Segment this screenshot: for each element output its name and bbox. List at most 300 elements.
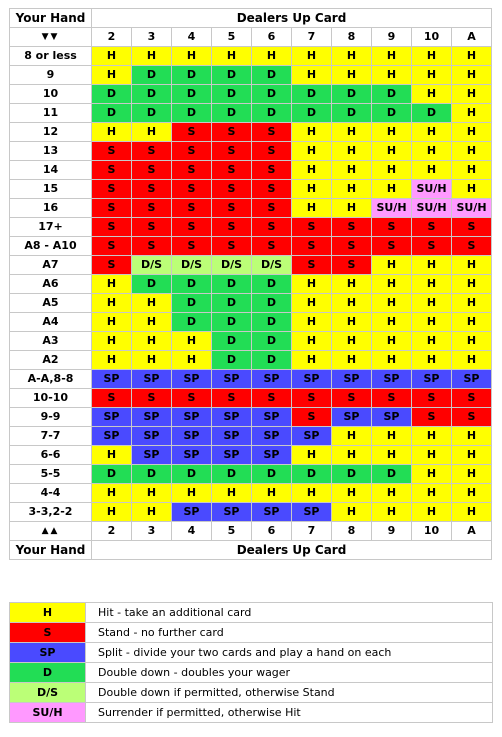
hand-label: 4-4 bbox=[10, 484, 92, 503]
legend-row-s bbox=[10, 623, 493, 643]
dealer-card-row-top bbox=[10, 28, 492, 47]
action-cell: S bbox=[252, 161, 292, 180]
legend-description: Surrender if permitted, otherwise Hit bbox=[86, 703, 493, 723]
legend-swatch: SP bbox=[10, 643, 86, 663]
action-cell: S bbox=[212, 161, 252, 180]
hand-row-8-or-less bbox=[10, 47, 492, 66]
action-cell: D bbox=[252, 294, 292, 313]
action-cell: H bbox=[372, 142, 412, 161]
action-cell: H bbox=[292, 161, 332, 180]
dealer-card-2: 2 bbox=[92, 522, 132, 541]
action-cell: D bbox=[132, 465, 172, 484]
action-cell: S bbox=[172, 389, 212, 408]
action-cell: H bbox=[372, 332, 412, 351]
action-cell: S bbox=[92, 389, 132, 408]
action-cell: H bbox=[292, 47, 332, 66]
hand-label: 9 bbox=[10, 66, 92, 85]
action-cell: D bbox=[252, 275, 292, 294]
hand-row-a6 bbox=[10, 275, 492, 294]
action-cell: H bbox=[292, 446, 332, 465]
legend-description: Double down if permitted, otherwise Stand bbox=[86, 683, 493, 703]
hand-label: A8 - A10 bbox=[10, 237, 92, 256]
action-cell: H bbox=[452, 47, 492, 66]
action-cell: SU/H bbox=[452, 199, 492, 218]
action-cell: D bbox=[92, 465, 132, 484]
dealer-card-9: 9 bbox=[372, 522, 412, 541]
action-cell: SP bbox=[372, 408, 412, 427]
action-cell: H bbox=[372, 256, 412, 275]
action-cell: H bbox=[412, 161, 452, 180]
action-cell: H bbox=[132, 503, 172, 522]
action-cell: H bbox=[132, 313, 172, 332]
action-cell: H bbox=[332, 123, 372, 142]
header-row-bottom bbox=[10, 541, 492, 560]
action-cell: D bbox=[172, 104, 212, 123]
action-cell: H bbox=[412, 85, 452, 104]
action-cell: S bbox=[252, 218, 292, 237]
action-cell: H bbox=[292, 142, 332, 161]
arrows-down-icon: ▼▼ bbox=[10, 28, 92, 47]
action-cell: SP bbox=[92, 427, 132, 446]
action-cell: H bbox=[132, 47, 172, 66]
action-cell: S bbox=[292, 408, 332, 427]
hand-row-13 bbox=[10, 142, 492, 161]
hand-row-a4 bbox=[10, 313, 492, 332]
action-cell: D bbox=[92, 104, 132, 123]
action-cell: S bbox=[132, 161, 172, 180]
legend-row-h bbox=[10, 603, 493, 623]
action-cell: D bbox=[92, 85, 132, 104]
action-cell: S bbox=[172, 218, 212, 237]
action-cell: SP bbox=[172, 427, 212, 446]
action-cell: S bbox=[412, 237, 452, 256]
action-cell: D bbox=[372, 85, 412, 104]
action-cell: S bbox=[332, 218, 372, 237]
hand-label: 16 bbox=[10, 199, 92, 218]
action-cell: S bbox=[172, 180, 212, 199]
action-cell: H bbox=[292, 313, 332, 332]
dealer-card-6: 6 bbox=[252, 28, 292, 47]
action-cell: H bbox=[212, 484, 252, 503]
action-cell: H bbox=[412, 47, 452, 66]
action-cell: S bbox=[372, 389, 412, 408]
hand-row-12 bbox=[10, 123, 492, 142]
action-cell: S bbox=[92, 180, 132, 199]
action-cell: H bbox=[452, 351, 492, 370]
action-cell: S bbox=[212, 199, 252, 218]
action-cell: SP bbox=[212, 503, 252, 522]
action-cell: H bbox=[452, 275, 492, 294]
action-cell: H bbox=[372, 66, 412, 85]
dealer-card-row-bottom bbox=[10, 522, 492, 541]
action-cell: SP bbox=[332, 408, 372, 427]
hand-label: 10 bbox=[10, 85, 92, 104]
action-cell: H bbox=[332, 294, 372, 313]
action-cell: H bbox=[372, 180, 412, 199]
hand-label: A6 bbox=[10, 275, 92, 294]
action-cell: D bbox=[172, 294, 212, 313]
action-cell: H bbox=[412, 123, 452, 142]
action-cell: H bbox=[172, 332, 212, 351]
action-cell: H bbox=[92, 484, 132, 503]
action-cell: S bbox=[412, 389, 452, 408]
action-cell: D bbox=[172, 275, 212, 294]
action-cell: H bbox=[292, 123, 332, 142]
action-cell: H bbox=[292, 66, 332, 85]
action-cell: S bbox=[92, 256, 132, 275]
action-cell: D bbox=[172, 313, 212, 332]
hand-label: 10-10 bbox=[10, 389, 92, 408]
action-cell: S bbox=[92, 142, 132, 161]
action-cell: S bbox=[452, 218, 492, 237]
hand-row-10 bbox=[10, 85, 492, 104]
action-cell: SU/H bbox=[372, 199, 412, 218]
action-cell: SP bbox=[372, 370, 412, 389]
dealer-card-8: 8 bbox=[332, 522, 372, 541]
action-cell: H bbox=[92, 446, 132, 465]
action-cell: H bbox=[372, 161, 412, 180]
action-cell: H bbox=[372, 351, 412, 370]
action-cell: H bbox=[332, 142, 372, 161]
action-cell: SP bbox=[252, 408, 292, 427]
action-cell: H bbox=[452, 142, 492, 161]
action-cell: S bbox=[372, 218, 412, 237]
action-cell: S bbox=[212, 237, 252, 256]
action-cell: S bbox=[212, 218, 252, 237]
action-cell: SP bbox=[332, 370, 372, 389]
action-cell: H bbox=[332, 427, 372, 446]
action-cell: S bbox=[172, 199, 212, 218]
action-cell: D bbox=[292, 104, 332, 123]
action-cell: H bbox=[332, 332, 372, 351]
action-cell: SP bbox=[212, 408, 252, 427]
action-cell: H bbox=[452, 465, 492, 484]
action-cell: D bbox=[252, 313, 292, 332]
action-cell: S bbox=[132, 142, 172, 161]
action-cell: H bbox=[332, 446, 372, 465]
legend-description: Split - divide your two cards and play a hand on each bbox=[86, 643, 493, 663]
action-cell: S bbox=[252, 180, 292, 199]
dealer-card-3: 3 bbox=[132, 28, 172, 47]
action-cell: D bbox=[132, 104, 172, 123]
hand-label: 15 bbox=[10, 180, 92, 199]
hand-row-14 bbox=[10, 161, 492, 180]
hand-label: 9-9 bbox=[10, 408, 92, 427]
action-cell: H bbox=[372, 123, 412, 142]
action-cell: D bbox=[212, 351, 252, 370]
action-cell: S bbox=[172, 237, 212, 256]
action-cell: SP bbox=[252, 446, 292, 465]
action-cell: SP bbox=[92, 370, 132, 389]
action-cell: D bbox=[172, 465, 212, 484]
action-cell: S bbox=[332, 256, 372, 275]
dealer-card-8: 8 bbox=[332, 28, 372, 47]
action-cell: H bbox=[92, 123, 132, 142]
hand-row-a-a-8-8 bbox=[10, 370, 492, 389]
action-cell: H bbox=[452, 427, 492, 446]
action-cell: D bbox=[372, 465, 412, 484]
action-cell: SP bbox=[132, 370, 172, 389]
action-cell: H bbox=[332, 199, 372, 218]
action-cell: D bbox=[292, 85, 332, 104]
action-cell: H bbox=[92, 313, 132, 332]
action-cell: SP bbox=[172, 370, 212, 389]
hand-row-9-9 bbox=[10, 408, 492, 427]
action-cell: D bbox=[252, 104, 292, 123]
action-cell: D bbox=[132, 275, 172, 294]
action-cell: H bbox=[452, 180, 492, 199]
action-cell: SU/H bbox=[412, 180, 452, 199]
hand-row-a8-a10 bbox=[10, 237, 492, 256]
action-cell: SP bbox=[412, 370, 452, 389]
action-cell: D bbox=[252, 85, 292, 104]
action-cell: H bbox=[172, 47, 212, 66]
action-cell: D/S bbox=[212, 256, 252, 275]
action-cell: S bbox=[212, 389, 252, 408]
legend-swatch: H bbox=[10, 603, 86, 623]
action-cell: H bbox=[412, 66, 452, 85]
legend-description: Double down - doubles your wager bbox=[86, 663, 493, 683]
action-cell: S bbox=[212, 180, 252, 199]
action-cell: H bbox=[172, 351, 212, 370]
legend-description: Hit - take an additional card bbox=[86, 603, 493, 623]
action-cell: S bbox=[92, 237, 132, 256]
legend-body bbox=[10, 603, 493, 723]
hand-row-3-3-2-2 bbox=[10, 503, 492, 522]
action-cell: H bbox=[452, 104, 492, 123]
hand-row-5-5 bbox=[10, 465, 492, 484]
dealer-card-5: 5 bbox=[212, 522, 252, 541]
action-cell: H bbox=[452, 313, 492, 332]
your-hand-header: Your Hand bbox=[10, 9, 92, 28]
action-cell: H bbox=[292, 199, 332, 218]
hand-row-11 bbox=[10, 104, 492, 123]
action-cell: H bbox=[372, 313, 412, 332]
action-cell: SP bbox=[292, 427, 332, 446]
action-cell: H bbox=[252, 47, 292, 66]
hand-label: A-A,8-8 bbox=[10, 370, 92, 389]
action-cell: SP bbox=[292, 503, 332, 522]
action-cell: SP bbox=[172, 408, 212, 427]
action-cell: S bbox=[452, 408, 492, 427]
action-cell: SU/H bbox=[412, 199, 452, 218]
hand-label: 5-5 bbox=[10, 465, 92, 484]
action-cell: S bbox=[252, 389, 292, 408]
hand-row-10-10 bbox=[10, 389, 492, 408]
action-cell: H bbox=[372, 446, 412, 465]
action-cell: D bbox=[332, 104, 372, 123]
legend-row-d bbox=[10, 663, 493, 683]
action-cell: H bbox=[452, 503, 492, 522]
hand-label: A3 bbox=[10, 332, 92, 351]
hand-row-17 bbox=[10, 218, 492, 237]
action-cell: H bbox=[412, 332, 452, 351]
action-cell: S bbox=[132, 237, 172, 256]
action-cell: S bbox=[412, 408, 452, 427]
action-cell: D bbox=[252, 332, 292, 351]
hand-row-4-4 bbox=[10, 484, 492, 503]
action-cell: S bbox=[332, 237, 372, 256]
action-cell: SP bbox=[172, 446, 212, 465]
header-row-top bbox=[10, 9, 492, 28]
action-cell: D bbox=[212, 275, 252, 294]
action-cell: H bbox=[292, 332, 332, 351]
hand-label: A7 bbox=[10, 256, 92, 275]
action-cell: D bbox=[332, 465, 372, 484]
action-cell: H bbox=[412, 313, 452, 332]
action-cell: H bbox=[412, 446, 452, 465]
action-cell: H bbox=[292, 180, 332, 199]
hand-row-6-6 bbox=[10, 446, 492, 465]
action-cell: H bbox=[172, 484, 212, 503]
action-cell: H bbox=[452, 161, 492, 180]
action-cell: S bbox=[92, 199, 132, 218]
action-cell: D bbox=[172, 85, 212, 104]
dealer-up-card-header: Dealers Up Card bbox=[92, 9, 492, 28]
action-cell: S bbox=[292, 237, 332, 256]
action-cell: S bbox=[172, 142, 212, 161]
legend-row-sp bbox=[10, 643, 493, 663]
dealer-card-5: 5 bbox=[212, 28, 252, 47]
hand-label: 3-3,2-2 bbox=[10, 503, 92, 522]
dealer-card-7: 7 bbox=[292, 28, 332, 47]
arrows-up-icon: ▲▲ bbox=[10, 522, 92, 541]
action-cell: D bbox=[252, 351, 292, 370]
action-cell: S bbox=[412, 218, 452, 237]
action-cell: H bbox=[92, 503, 132, 522]
action-cell: S bbox=[292, 256, 332, 275]
action-cell: H bbox=[92, 351, 132, 370]
hand-label: 11 bbox=[10, 104, 92, 123]
action-cell: SP bbox=[252, 370, 292, 389]
hand-label: 17+ bbox=[10, 218, 92, 237]
action-cell: S bbox=[452, 237, 492, 256]
action-cell: H bbox=[412, 256, 452, 275]
action-cell: S bbox=[212, 142, 252, 161]
hand-label: 8 or less bbox=[10, 47, 92, 66]
action-cell: S bbox=[252, 123, 292, 142]
action-cell: H bbox=[452, 484, 492, 503]
hand-label: A5 bbox=[10, 294, 92, 313]
dealer-card-4: 4 bbox=[172, 28, 212, 47]
action-cell: H bbox=[132, 332, 172, 351]
action-cell: SP bbox=[252, 503, 292, 522]
action-cell: H bbox=[332, 275, 372, 294]
action-cell: SP bbox=[212, 446, 252, 465]
action-cell: D bbox=[332, 85, 372, 104]
action-cell: H bbox=[92, 294, 132, 313]
action-cell: S bbox=[252, 199, 292, 218]
action-cell: SP bbox=[92, 408, 132, 427]
action-cell: H bbox=[332, 180, 372, 199]
action-cell: S bbox=[252, 142, 292, 161]
hand-row-a7 bbox=[10, 256, 492, 275]
legend-swatch: D/S bbox=[10, 683, 86, 703]
action-cell: D bbox=[172, 66, 212, 85]
dealer-card-10: 10 bbox=[412, 522, 452, 541]
action-cell: D bbox=[132, 85, 172, 104]
action-cell: H bbox=[412, 484, 452, 503]
hand-label: 7-7 bbox=[10, 427, 92, 446]
action-cell: H bbox=[332, 503, 372, 522]
action-cell: SP bbox=[212, 370, 252, 389]
dealer-card-a: A bbox=[452, 28, 492, 47]
action-cell: S bbox=[132, 218, 172, 237]
action-cell: S bbox=[132, 180, 172, 199]
action-cell: H bbox=[412, 427, 452, 446]
action-cell: H bbox=[332, 161, 372, 180]
legend-swatch: S bbox=[10, 623, 86, 643]
action-cell: H bbox=[372, 427, 412, 446]
action-cell: H bbox=[132, 123, 172, 142]
action-cell: H bbox=[452, 256, 492, 275]
hand-label: 13 bbox=[10, 142, 92, 161]
hand-label: 6-6 bbox=[10, 446, 92, 465]
action-cell: H bbox=[412, 351, 452, 370]
hand-row-7-7 bbox=[10, 427, 492, 446]
action-cell: D bbox=[132, 66, 172, 85]
action-cell: H bbox=[372, 503, 412, 522]
dealer-card-7: 7 bbox=[292, 522, 332, 541]
strategy-chart-body bbox=[10, 9, 492, 560]
action-cell: S bbox=[92, 218, 132, 237]
action-cell: SP bbox=[252, 427, 292, 446]
action-cell: D bbox=[212, 66, 252, 85]
action-cell: H bbox=[132, 351, 172, 370]
action-cell: D bbox=[212, 85, 252, 104]
action-cell: H bbox=[452, 294, 492, 313]
action-cell: S bbox=[132, 199, 172, 218]
legend-row-d-s bbox=[10, 683, 493, 703]
dealer-card-4: 4 bbox=[172, 522, 212, 541]
hand-row-15 bbox=[10, 180, 492, 199]
action-cell: S bbox=[372, 237, 412, 256]
action-cell: H bbox=[332, 313, 372, 332]
action-cell: D bbox=[212, 332, 252, 351]
dealer-card-2: 2 bbox=[92, 28, 132, 47]
action-cell: S bbox=[212, 123, 252, 142]
hand-label: 12 bbox=[10, 123, 92, 142]
action-cell: D bbox=[212, 104, 252, 123]
action-cell: D bbox=[292, 465, 332, 484]
action-cell: H bbox=[412, 465, 452, 484]
action-cell: D bbox=[212, 313, 252, 332]
action-cell: D bbox=[252, 66, 292, 85]
action-cell: D bbox=[212, 294, 252, 313]
action-cell: SP bbox=[292, 370, 332, 389]
hand-row-a2 bbox=[10, 351, 492, 370]
action-cell: D/S bbox=[252, 256, 292, 275]
dealer-card-10: 10 bbox=[412, 28, 452, 47]
action-cell: H bbox=[132, 484, 172, 503]
action-cell: H bbox=[92, 47, 132, 66]
action-cell: D/S bbox=[172, 256, 212, 275]
action-cell: H bbox=[92, 332, 132, 351]
action-cell: D bbox=[412, 104, 452, 123]
action-cell: H bbox=[332, 351, 372, 370]
action-cell: S bbox=[292, 218, 332, 237]
action-cell: H bbox=[412, 142, 452, 161]
action-cell: H bbox=[332, 484, 372, 503]
legend-swatch: SU/H bbox=[10, 703, 86, 723]
action-cell: H bbox=[452, 123, 492, 142]
action-cell: S bbox=[172, 161, 212, 180]
action-cell: S bbox=[332, 389, 372, 408]
action-cell: H bbox=[92, 66, 132, 85]
hand-row-9 bbox=[10, 66, 492, 85]
action-cell: SP bbox=[212, 427, 252, 446]
hand-row-a3 bbox=[10, 332, 492, 351]
